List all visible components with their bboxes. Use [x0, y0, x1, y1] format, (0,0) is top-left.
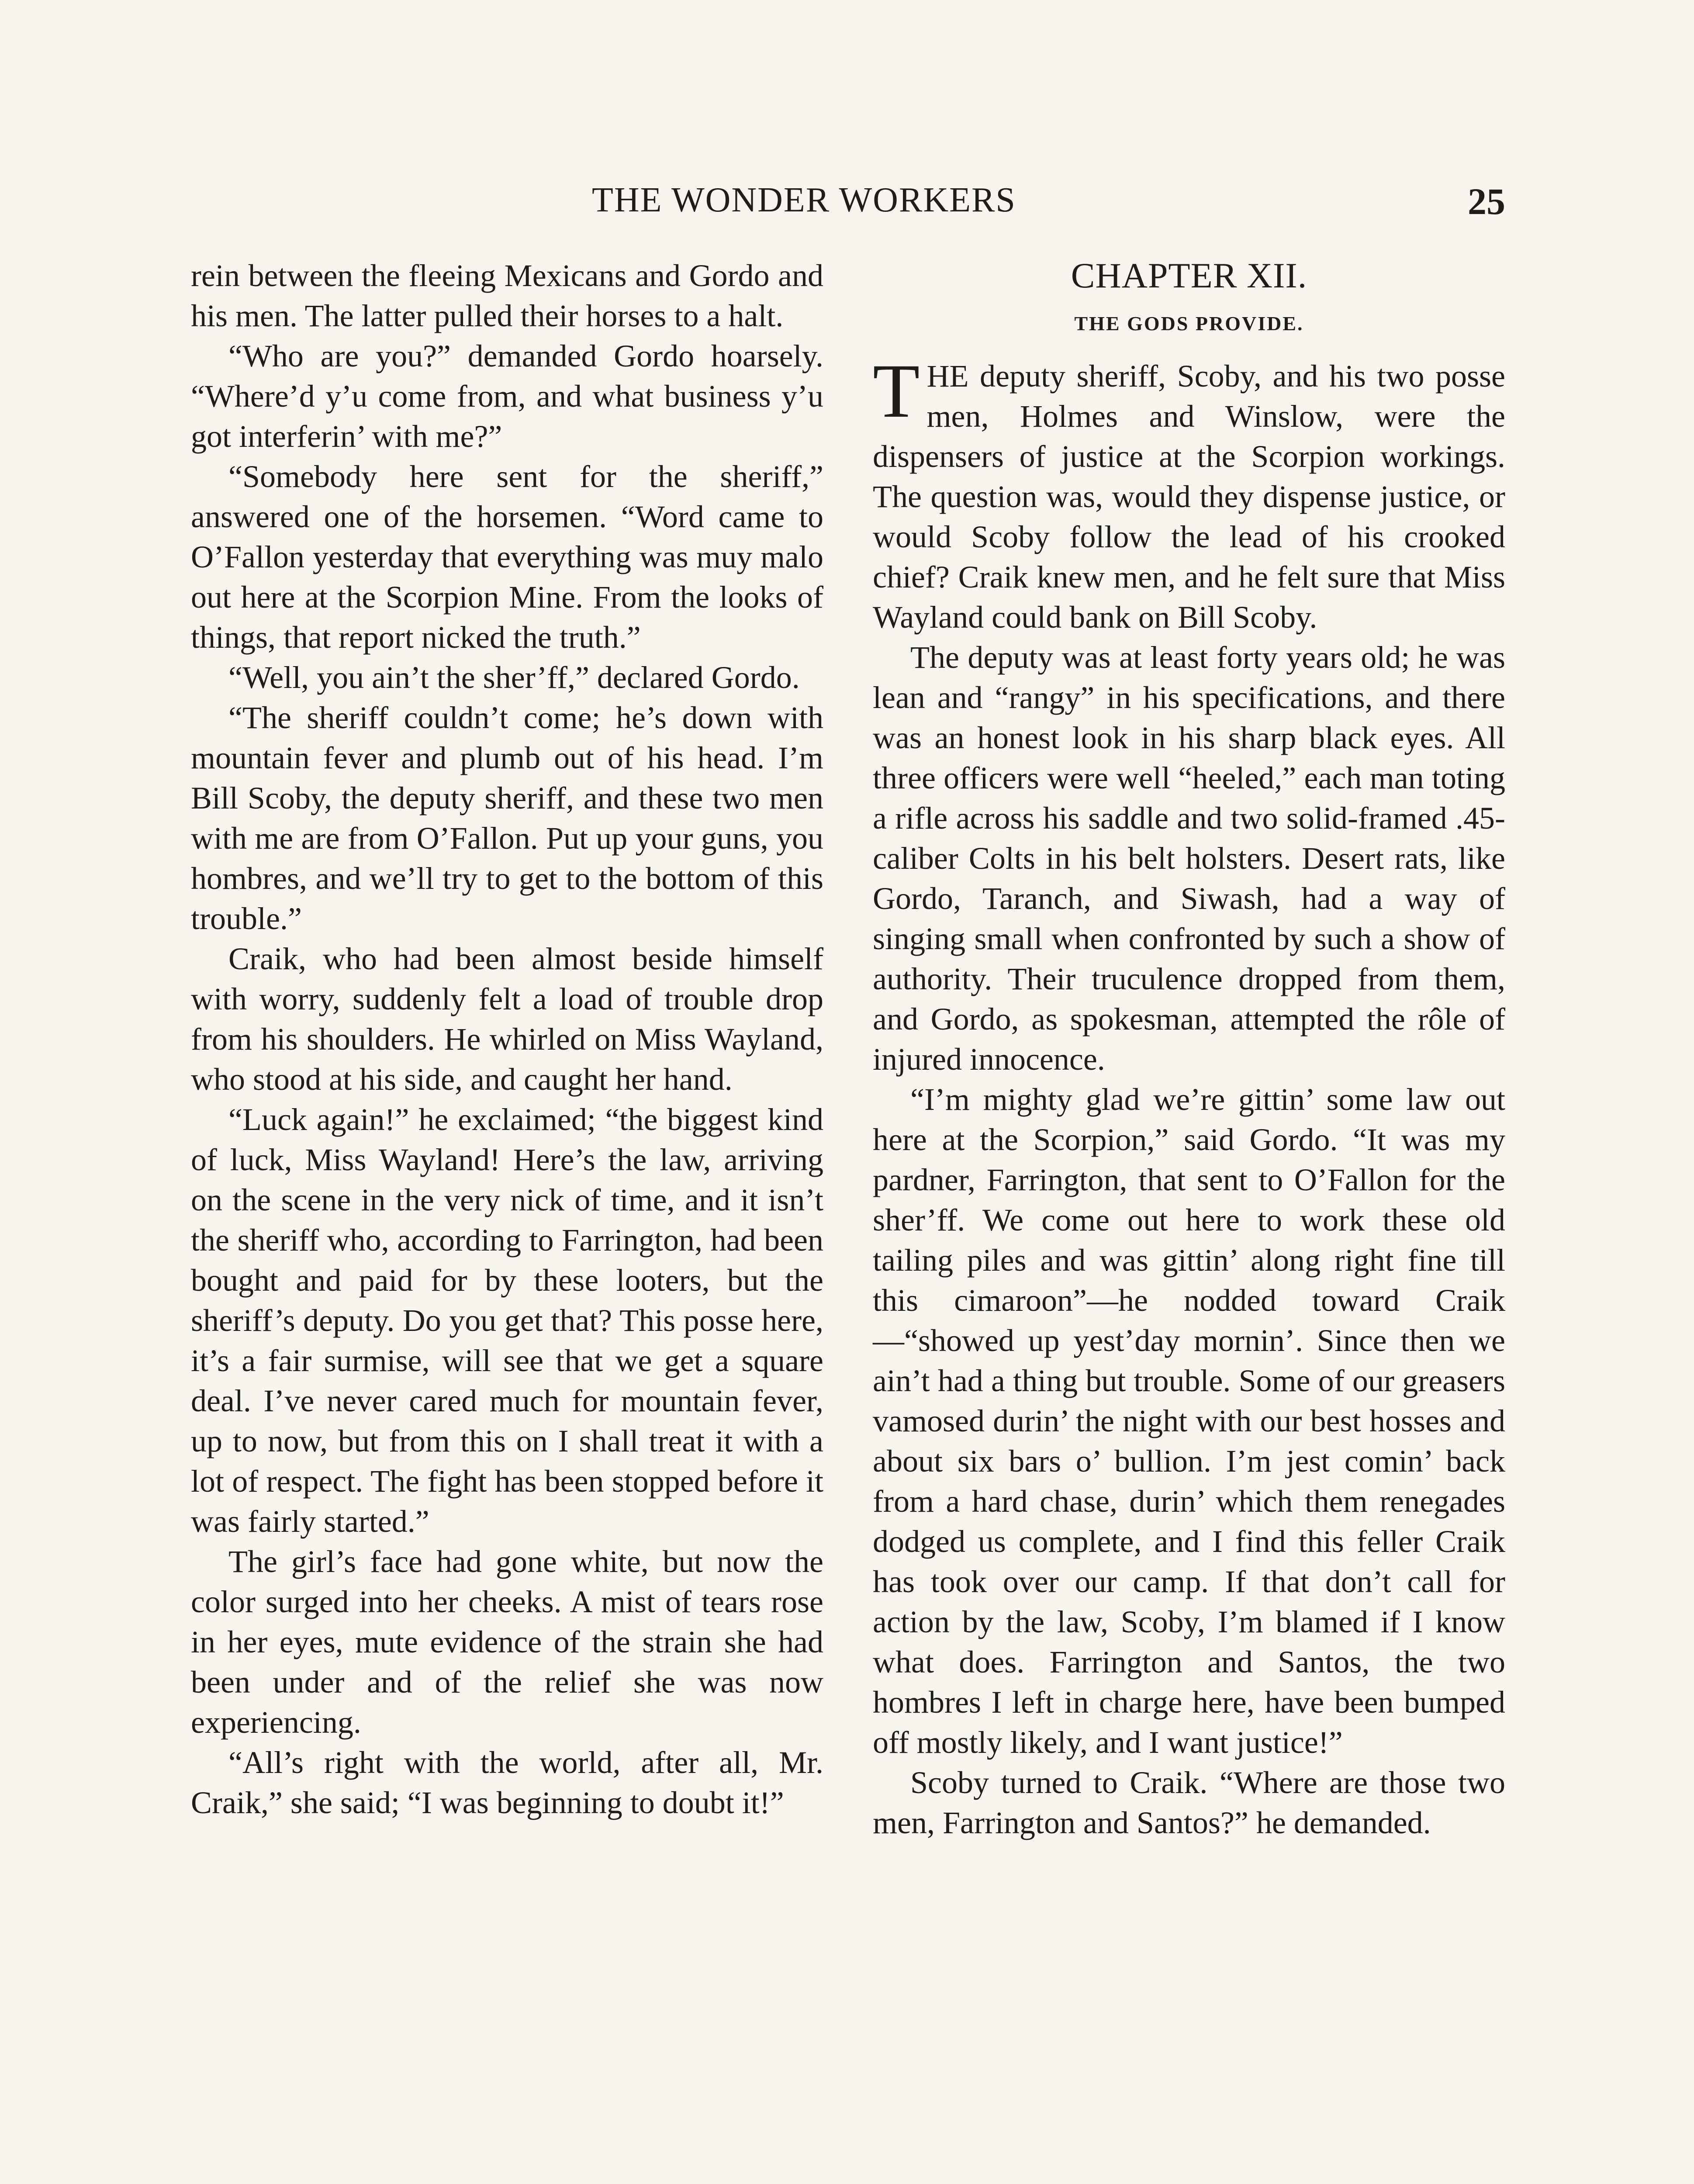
paragraph: “All’s right with the world, after all, Mr. Craik,” she said; “I was beginning to doubt it!”: [191, 1745, 823, 1820]
paragraph: Craik, who had been almost beside himself with worry, suddenly felt a load of trouble drop from his shoulders. He whirled on Miss Wayland, who stood at his side, and caught her hand.: [191, 941, 823, 1097]
chapter-title: CHAPTER XII.: [1071, 256, 1307, 295]
left-column: [191, 256, 823, 1823]
paragraph: The deputy was at least forty years old; he was lean and “rangy” in his specifications, and there was an honest look in his sharp black eyes. All three officers were well “heeled,” each man toting a rifle across his saddle and two solid-framed .45-caliber Colts in his belt holsters. Desert rats, like Gordo, Taranch, and Siwash, had a way of singing small when confronted by such a show of authority. Their truculence dropped from them, and Gordo, as spokesman, attempted the rôle of injured innocence.: [873, 640, 1505, 1077]
paragraph: rein between the fleeing Mexicans and Gordo and his men. The latter pulled their horses to a halt.: [191, 258, 823, 333]
chapter-subtitle: THE GODS PROVIDE.: [1074, 312, 1304, 335]
paragraph: “I’m mighty glad we’re gittin’ some law out here at the Scorpion,” said Gordo. “It was my pardner, Farrington, that sent to O’Fallon for the sher’ff. We come out here to work these old tailing piles and was gittin’ along right fine till this cimaroon”—he nodded toward Craik—“showed up yest’day mornin’. Since then we ain’t had a thing but trouble. Some of our greasers vamosed durin’ the night with our best hosses and about six bars o’ bullion. I’m jest comin’ back from a hard chase, durin’ which them renegades dodged us complete, and I find this feller Craik has took over our camp. If that don’t call for action by the law, Scoby, I’m blamed if I know what does. Farrington and Santos, the two hombres I left in charge here, have been bumped off mostly likely, and I want justice!”: [873, 1082, 1505, 1760]
paragraph: “The sheriff couldn’t come; he’s down with mountain fever and plumb out of his head. I’m Bill Scoby, the deputy sheriff, and these two men with me are from O’Fallon. Put up your guns, you hombres, and we’ll try to get to the bottom of this trouble.”: [191, 700, 823, 936]
paragraph: The girl’s face had gone white, but now the color surged into her cheeks. A mist of tears rose in her eyes, mute evidence of the strain she had been under and of the relief she was now experiencing.: [191, 1544, 823, 1740]
drop-cap: T: [873, 349, 920, 434]
paragraph: “Luck again!” he exclaimed; “the biggest kind of luck, Miss Wayland! Here’s the law, arriving on the scene in the very nick of time, and it isn’t the sheriff who, according to Farrington, had been bought and paid for by these looters, but the sheriff’s deputy. Do you get that? This posse here, it’s a fair surmise, will see that we get a square deal. I’ve never cared much for mountain fever, up to now, but from this on I shall treat it with a lot of respect. The fight has been stopped before it was fairly started.”: [191, 1102, 823, 1539]
chapter-opening-paragraph: [873, 349, 1505, 637]
paragraph: Scoby turned to Craik. “Where are those two men, Farrington and Santos?” he demanded.: [873, 1765, 1505, 1840]
right-column: [873, 256, 1505, 1843]
paragraph: “Well, you ain’t the sher’ff,” declared Gordo.: [228, 660, 800, 695]
paragraph: “Who are you?” demanded Gordo hoarsely. “Where’d y’u come from, and what business y’u got interferin’ with me?”: [191, 339, 823, 454]
running-title: THE WONDER WORKERS: [592, 181, 1016, 219]
page-number: 25: [1468, 180, 1505, 222]
paragraph: “Somebody here sent for the sheriff,” answered one of the horsemen. “Word came to O’Fallon yesterday that everything was muy malo out here at the Scorpion Mine. From the looks of things, that report nicked the truth.”: [191, 459, 823, 655]
chapter-opening-text: HE deputy sheriff, Scoby, and his two posse men, Holmes and Winslow, were the dispensers of justice at the Scorpion workings. The question was, would they dispense justice, or would Scoby follow the lead of his crooked chief? Craik knew men, and he felt sure that Miss Wayland could bank on Bill Scoby.: [873, 359, 1505, 635]
